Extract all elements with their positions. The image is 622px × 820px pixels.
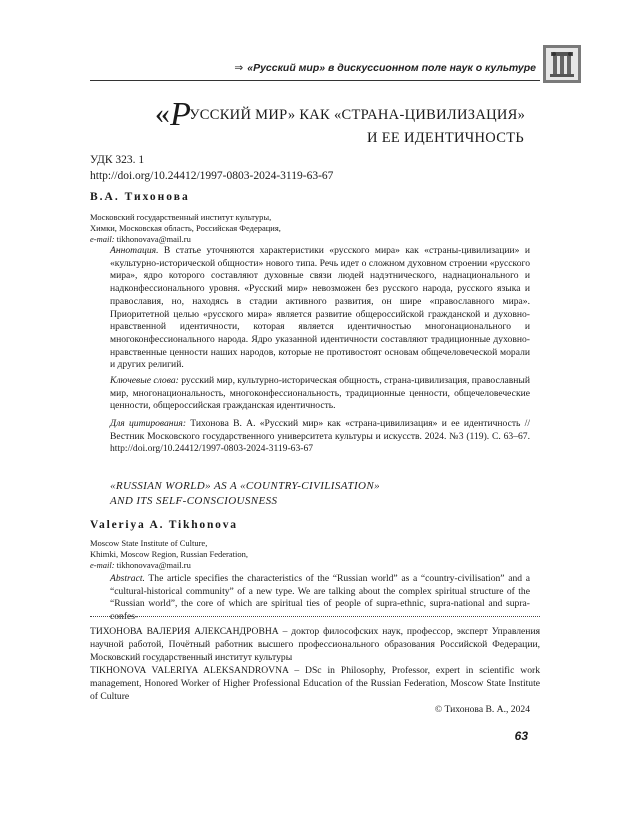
author-name-ru: В.А. Тихонова [90,191,190,203]
email-label-en: e-mail: [90,560,115,570]
email-label-ru: e-mail: [90,234,115,244]
author-name-en: Valeriya A. Tikhonova [90,519,238,531]
abstract-label-ru: Аннотация. [110,245,159,256]
location-ru: Химки, Московская область, Российская Федерация, [90,223,281,233]
running-header [234,62,536,74]
article-title [150,96,530,147]
abstract-ru [110,245,530,372]
copyright: © Тихонова В. А., 2024 [434,704,530,715]
author-bio-ru: ТИХОНОВА ВАЛЕРИЯ АЛЕКСАНДРОВНА – доктор философских наук, профессор, эксперт Управления научной работой, Почётный работник высшего профессионального образования Российской Федерации, Московский государственный институт культуры [90,626,540,663]
keywords-label-ru: Ключевые слова: [110,375,179,386]
title-en-line1: «RUSSIAN WORLD» AS A «COUNTRY-CIVILISATION» [110,480,381,492]
citation-ru [110,418,530,456]
abstract-label-en: Abstract. [110,573,145,584]
title-line1: УССКИЙ МИР» КАК «СТРАНА-ЦИВИЛИЗАЦИЯ» [189,107,526,123]
page-number: 63 [514,729,528,743]
author-affiliation-ru [90,212,281,245]
author-bio-en: TIKHONOVA VALERIYA ALEKSANDROVNA – DSc in Philosophy, Professor, expert in scientific work management, Honored Worker of Higher Professional Education of the Russian Federation, Moscow State Institute of Culture [90,665,540,702]
citation-label-ru: Для цитирования: [110,418,187,429]
arrow-icon: ⇒ [234,62,244,74]
article-title-en [110,479,380,509]
keywords-text-ru: русский мир, культурно-историческая общность, страна-цивилизация, православный мир, многонациональность, многоконфессиональность, традиционные ценности, общечеловеческие ценности, общероссийская гражданская идентичность. [110,375,531,412]
abstract-text-ru: В статье уточняются характеристики «русского мира» как «страны-цивилизации» и «культурно-исторической общности» нового типа. Речь идет о сложном духовном строении «русского мира», ядро которого составляют духовные связи людей надэтнического, наднационального и надконфессионального уровня. «Русский мир» невозможен без русского народа, русского языка и православия, но, находясь в стадии активного развития, он шире «православного мира». Приоритетной целью «русского мира» является развитие общероссийской гражданской и духовно-нравственной идентичности, которая является идентичностью многонационального и многоконфессионального народа. Ядро указанной идентичности составляют традиционные духовно-нравственные ценности наших народов, которые не противостоят основам общечеловеческой морали и других религий. [110,245,530,371]
location-en: Khimki, Moscow Region, Russian Federation, [90,549,248,559]
title-drop-letter: Р [170,96,192,133]
citation-text-ru: Тихонова В. А. «Русский мир» как «страна-цивилизация» и ее идентичность // Вестник Московского государственного университета культуры и искусств. 2024. №3 (119). С. 63–67. http://doi.org/10.24412/1997-0803-2024-3119-63-67 [110,418,530,455]
doi-link[interactable]: http://doi.org/10.24412/1997-0803-2024-3119-63-67 [90,170,334,182]
title-line2: И ЕЕ ИДЕНТИЧНОСТЬ [367,130,524,146]
affiliation-en: Moscow State Institute of Culture, [90,538,208,548]
abstract-text-en: The article specifies the characteristics of the “Russian world” as a “country-civilisation” and a “cultural-historical community” of a new type. We are talking about the complex spiritual structure of the “Russian world”, the core of which are spiritual ties of people of supra-ethnic, supra-national and supra-confes- [110,573,530,623]
footnote-separator [90,616,540,617]
author-affiliation-en [90,538,248,571]
title-en-line2: AND ITS SELF-CONSCIOUSNESS [110,495,278,507]
udk: УДК 323. 1 [90,154,145,166]
affiliation-ru: Московский государственный институт культуры, [90,212,272,222]
email-en[interactable]: tikhonovava@mail.ru [116,560,191,570]
title-open-quote: « [154,97,171,130]
email-ru[interactable]: tikhonovava@mail.ru [116,234,191,244]
keywords-ru [110,375,530,413]
running-title: «Русский мир» в дискуссионном поле наук о культуре [247,62,536,74]
header-rule [90,80,540,81]
column-logo-icon [543,45,581,83]
